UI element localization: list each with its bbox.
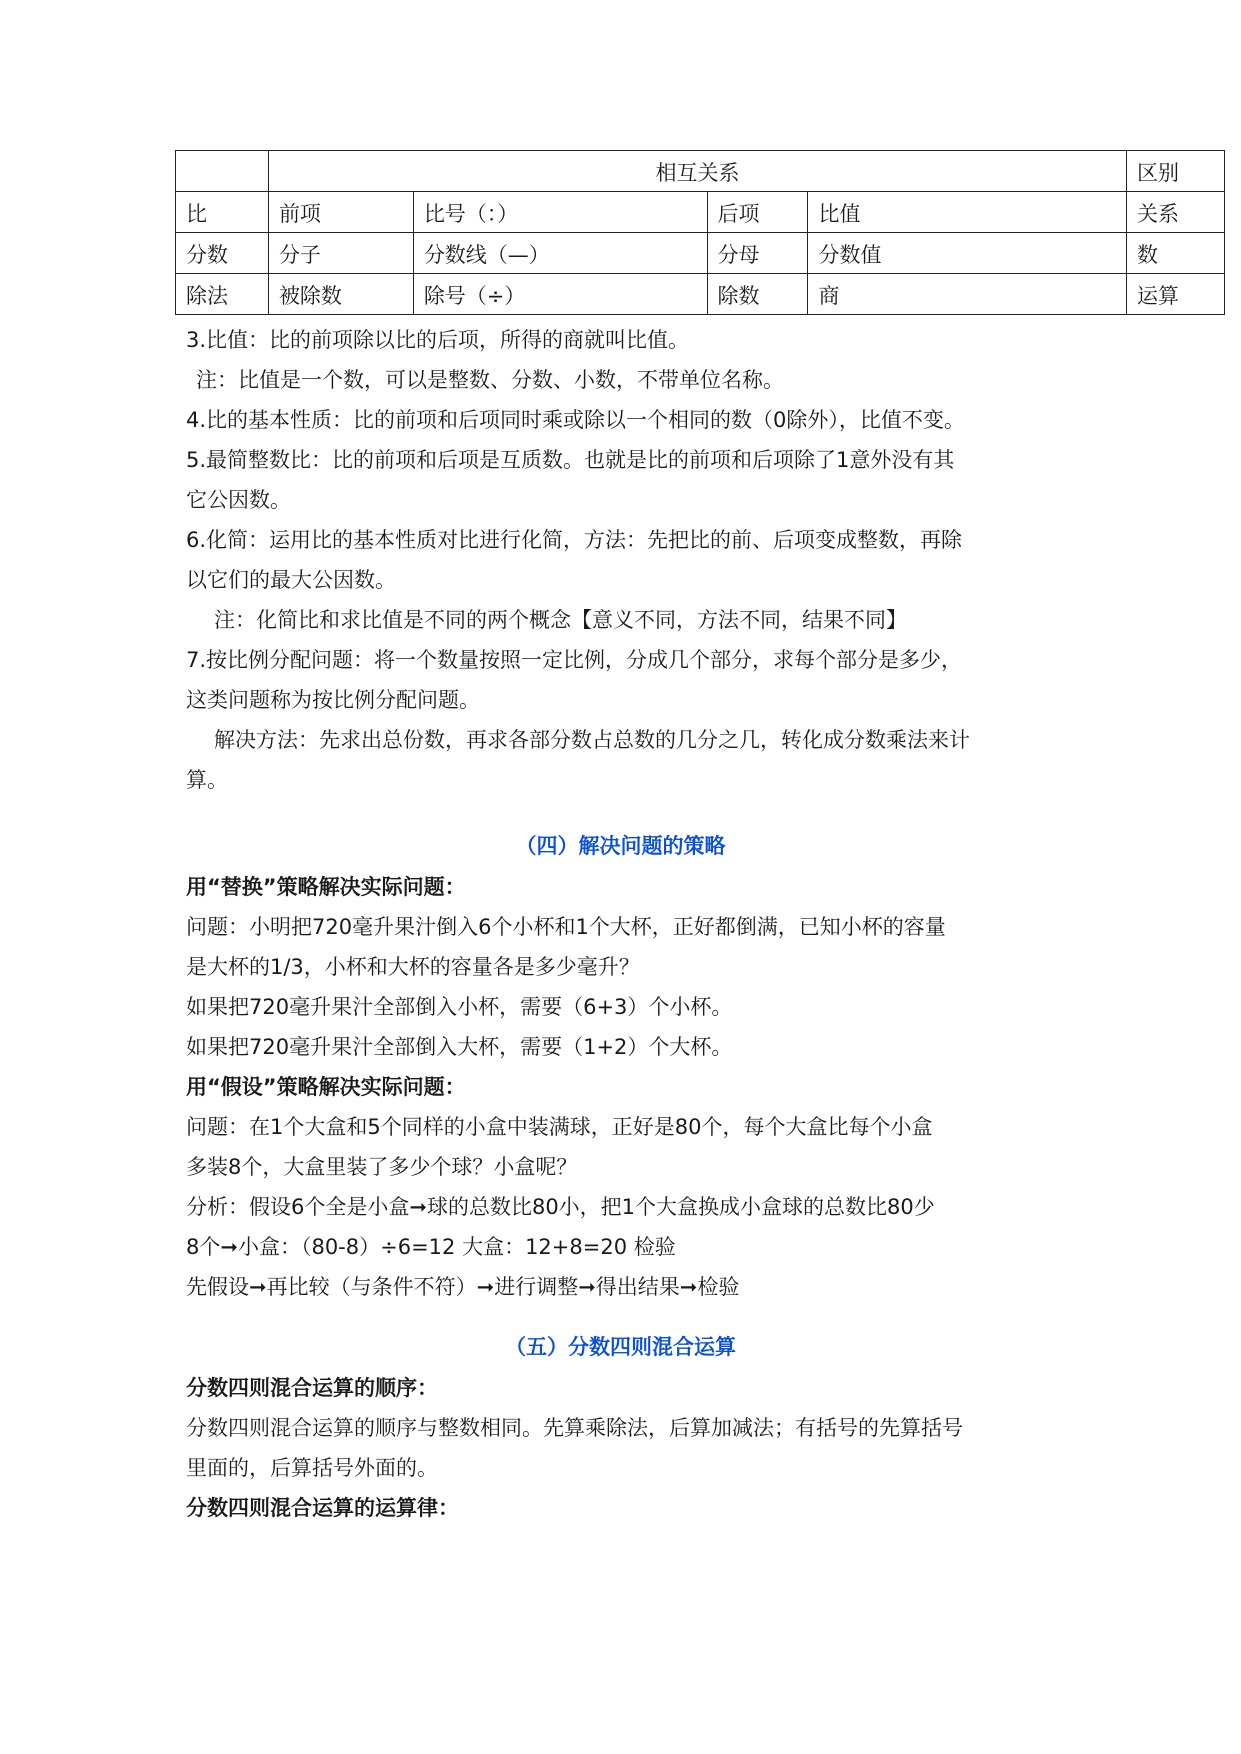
table-row xyxy=(176,233,1225,274)
table-corner-cell xyxy=(176,151,269,192)
paragraph: 8个➞小盒：（80-8）÷6=12 大盒：12+8=20 检验 xyxy=(186,1235,676,1259)
table-cell: 后项 xyxy=(707,192,808,233)
paragraph: 先假设➞再比较（与条件不符）➞进行调整➞得出结果➞检验 xyxy=(186,1275,740,1299)
table-row xyxy=(176,192,1225,233)
fraction-operations-content xyxy=(186,1368,1066,1528)
paragraph: 它公因数。 xyxy=(186,488,291,512)
paragraph: 多装8个，大盒里装了多少个球？小盒呢？ xyxy=(186,1155,578,1179)
strategies-content xyxy=(186,867,1066,1307)
table-cell: 分子 xyxy=(268,233,413,274)
paragraph: 6.化简：运用比的基本性质对比进行化简，方法：先把比的前、后项变成整数，再除 xyxy=(186,528,963,552)
table-cell: 前项 xyxy=(268,192,413,233)
table-cell: 比号（：） xyxy=(413,192,707,233)
table-cell: 被除数 xyxy=(268,274,413,315)
table-row xyxy=(176,274,1225,315)
table-cell: 分数线（—） xyxy=(413,233,707,274)
paragraph: 解决方法：先求出总份数，再求各部分数占总数的几分之几，转化成分数乘法来计 xyxy=(214,728,970,752)
paragraph: 问题：小明把720毫升果汁倒入6个小杯和1个大杯，正好都倒满，已知小杯的容量 xyxy=(186,915,946,939)
section-heading-strategies: （四）解决问题的策略 xyxy=(515,834,726,858)
paragraph: 5.最简整数比：比的前项和后项是互质数。也就是比的前项和后项除了1意外没有其 xyxy=(186,448,955,472)
paragraph: 以它们的最大公因数。 xyxy=(186,568,396,592)
table-cell: 关系 xyxy=(1127,192,1225,233)
subheading-laws: 分数四则混合运算的运算律： xyxy=(186,1496,459,1520)
table-cell: 商 xyxy=(808,274,1127,315)
paragraph: 3.比值：比的前项除以比的后项，所得的商就叫比值。 xyxy=(186,328,690,352)
difference-header: 区别 xyxy=(1127,151,1225,192)
table-cell: 除法 xyxy=(176,274,269,315)
paragraph: 如果把720毫升果汁全部倒入小杯，需要（6+3）个小杯。 xyxy=(186,995,733,1019)
subheading-assume: 用“假设”策略解决实际问题： xyxy=(186,1075,466,1099)
table-header-row xyxy=(176,151,1225,192)
table-cell: 除号（÷） xyxy=(413,274,707,315)
ratio-notes xyxy=(186,320,1066,800)
paragraph: 分数四则混合运算的顺序与整数相同。先算乘除法，后算加减法；有括号的先算括号 xyxy=(186,1416,963,1440)
paragraph: 4.比的基本性质：比的前项和后项同时乘或除以一个相同的数（0除外），比值不变。 xyxy=(186,408,965,432)
relation-header: 相互关系 xyxy=(268,151,1126,192)
paragraph: 是大杯的1/3，小杯和大杯的容量各是多少毫升？ xyxy=(186,955,640,979)
paragraph: 7.按比例分配问题：将一个数量按照一定比例，分成几个部分，求每个部分是多少， xyxy=(186,648,963,672)
paragraph: 这类问题称为按比例分配问题。 xyxy=(186,688,480,712)
subheading-replace: 用“替换”策略解决实际问题： xyxy=(186,875,466,899)
paragraph: 如果把720毫升果汁全部倒入大杯，需要（1+2）个大杯。 xyxy=(186,1035,733,1059)
paragraph: 里面的，后算括号外面的。 xyxy=(186,1456,438,1480)
table-cell: 比 xyxy=(176,192,269,233)
paragraph: 分析：假设6个全是小盒➞球的总数比80小，把1个大盒换成小盒球的总数比80少 xyxy=(186,1195,935,1219)
table-cell: 除数 xyxy=(707,274,808,315)
comparison-table xyxy=(175,150,1225,315)
note-paragraph: 注：化简比和求比值是不同的两个概念【意义不同，方法不同，结果不同】 xyxy=(214,608,907,632)
note-paragraph: 注：比值是一个数，可以是整数、分数、小数，不带单位名称。 xyxy=(196,368,784,392)
table-cell: 比值 xyxy=(808,192,1127,233)
table-cell: 数 xyxy=(1127,233,1225,274)
table-cell: 分母 xyxy=(707,233,808,274)
table-cell: 运算 xyxy=(1127,274,1225,315)
table-cell: 分数值 xyxy=(808,233,1127,274)
section-heading-fraction-operations: （五）分数四则混合运算 xyxy=(505,1335,736,1359)
subheading-order: 分数四则混合运算的顺序： xyxy=(186,1376,438,1400)
paragraph: 算。 xyxy=(186,768,228,792)
table-cell: 分数 xyxy=(176,233,269,274)
paragraph: 问题：在1个大盒和5个同样的小盒中装满球，正好是80个，每个大盒比每个小盒 xyxy=(186,1115,933,1139)
